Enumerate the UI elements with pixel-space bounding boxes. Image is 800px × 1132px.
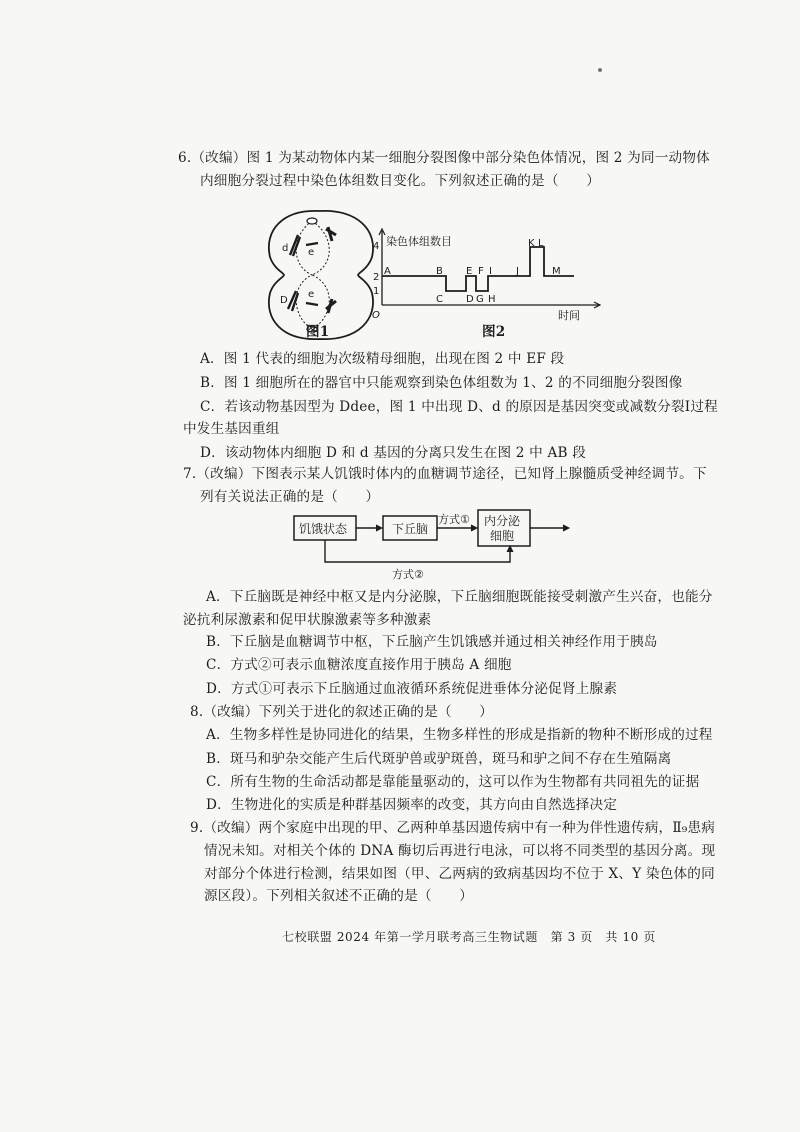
q6-option-a: A．图 1 代表的细胞为次级精母细胞，出现在图 2 中 EF 段 bbox=[200, 351, 565, 367]
q7-stem-line2: 列有关说法正确的是（ ） bbox=[200, 489, 380, 505]
q6-option-d: D．该动物体内细胞 D 和 d 基因的分离只发生在图 2 中 AB 段 bbox=[200, 445, 586, 461]
cell-membrane bbox=[269, 211, 373, 339]
label-e-bottom: e bbox=[308, 289, 315, 300]
point-J: J bbox=[516, 266, 519, 277]
origin-label: O bbox=[372, 310, 380, 321]
q8-option-d: D．生物进化的实质是种群基因频率的改变，其方向由自然选择决定 bbox=[206, 797, 618, 813]
ytick-2: 2 bbox=[373, 272, 380, 283]
box-hunger-state-label: 饥饿状态 bbox=[299, 522, 348, 536]
q6-stem-line2: 内细胞分裂过程中染色体组数目变化。下列叙述正确的是（ ） bbox=[200, 173, 601, 189]
point-M: M bbox=[552, 266, 561, 277]
figure-2-graph bbox=[370, 225, 610, 325]
arrowhead-3 bbox=[563, 525, 569, 531]
arrowhead-2 bbox=[471, 525, 477, 531]
chromosome-top-right bbox=[326, 227, 336, 241]
y-axis-label: 染色体组数目 bbox=[386, 235, 452, 248]
ytick-1: 1 bbox=[373, 286, 380, 297]
point-E: E bbox=[466, 266, 473, 277]
label-d: d bbox=[282, 243, 289, 254]
arrowhead-4 bbox=[507, 546, 513, 552]
q6-option-b: B．图 1 细胞所在的器官中只能观察到染色体组数为 1、2 的不同细胞分裂图像 bbox=[200, 375, 683, 391]
q6-option-c-line2: 中发生基因重组 bbox=[183, 421, 280, 437]
q7-option-d: D．方式①可表示下丘脑通过血液循环系统促进垂体分泌促肾上腺素 bbox=[206, 681, 618, 697]
chromosome-d bbox=[290, 235, 300, 256]
q9-line2: 情况未知。对相关个体的 DNA 酶切后再进行电泳，可以将不同类型的基因分离。现 bbox=[204, 843, 716, 859]
box-hypothalamus-label: 下丘脑 bbox=[392, 522, 429, 536]
label-D: D bbox=[280, 295, 288, 306]
q8-option-a: A．生物多样性是协同进化的结果，生物多样性的形成是指新的物种不断形成的过程 bbox=[206, 727, 713, 743]
x-axis-label: 时间 bbox=[558, 309, 580, 322]
chromosome-bottom-right bbox=[326, 299, 336, 313]
way2-label: 方式② bbox=[392, 568, 424, 581]
spindle-fiber-left bbox=[296, 221, 315, 329]
page-footer: 七校联盟 2024 年第一学月联考高三生物试题 第 3 页 共 10 页 bbox=[282, 930, 656, 944]
label-e-top: e bbox=[308, 247, 315, 258]
q7-option-a-line2: 泌抗利尿激素和促甲状腺激素等多种激素 bbox=[183, 612, 432, 628]
way1-label: 方式① bbox=[438, 513, 470, 526]
arrowhead-1 bbox=[376, 525, 382, 531]
point-C: C bbox=[436, 294, 443, 305]
point-D: D bbox=[466, 294, 474, 305]
q6-stem-line1: 6.（改编）图 1 为某动物体内某一细胞分裂图像中部分染色体情况，图 2 为同一动物体 bbox=[178, 150, 710, 166]
point-I: I bbox=[489, 266, 492, 277]
q8-option-c: C．所有生物的生命活动都是靠能量驱动的，这可以作为生物都有共同祖先的证据 bbox=[206, 774, 700, 790]
point-L: L bbox=[538, 238, 544, 249]
q7-regulation-diagram bbox=[288, 506, 588, 586]
ytick-4: 4 bbox=[373, 241, 380, 252]
point-K: K bbox=[528, 238, 535, 249]
point-F: F bbox=[478, 266, 484, 277]
q9-line4: 源区段）。下列相关叙述不正确的是（ ） bbox=[204, 888, 474, 904]
q7-option-b: B．下丘脑是血糖调节中枢，下丘脑产生饥饿感并通过相关神经作用于胰岛 bbox=[206, 634, 658, 650]
q8-option-b: B．斑马和驴杂交能产生后代斑驴兽或驴斑兽，斑马和驴之间不存在生殖隔离 bbox=[206, 751, 672, 767]
point-B: B bbox=[436, 266, 443, 277]
q7-stem-line1: 7.（改编）下图表示某人饥饿时体内的血糖调节途径，已知肾上腺髓质受神经调节。下 bbox=[183, 466, 707, 482]
point-H: H bbox=[488, 294, 496, 305]
centriole-top bbox=[307, 218, 317, 224]
arrow-way2 bbox=[325, 540, 510, 562]
q7-option-a-line1: A．下丘脑既是神经中枢又是内分泌腺，下丘脑细胞既能接受刺激产生兴奋，也能分 bbox=[206, 589, 713, 605]
q6-option-c-line1: C．若该动物基因型为 Ddee，图 1 中出现 D、d 的原因是基因突变或减数分裂Ⅰ过程 bbox=[200, 399, 718, 415]
box-endocrine-cell-label-1: 内分泌 bbox=[484, 514, 521, 528]
point-G: G bbox=[476, 294, 484, 305]
figure-2-caption: 图2 bbox=[482, 324, 506, 340]
figure-1-caption: 图1 bbox=[306, 324, 330, 340]
q9-line1: 9.（改编）两个家庭中出现的甲、乙两种单基因遗传病中有一种为伴性遗传病，Ⅱ₉患病 bbox=[190, 820, 716, 836]
box-endocrine-cell-label-2: 细胞 bbox=[490, 529, 515, 543]
chromosome-e-top bbox=[306, 243, 318, 245]
chromosome-e-bottom bbox=[306, 303, 318, 305]
chromosome-D bbox=[288, 291, 298, 311]
spindle-fiber-right bbox=[312, 221, 329, 329]
point-A: A bbox=[384, 266, 391, 277]
q9-line3: 对部分个体进行检测，结果如图（甲、乙两病的致病基因均不位于 X、Y 染色体的同 bbox=[204, 866, 715, 882]
scan-speck bbox=[598, 68, 602, 72]
q7-option-c: C．方式②可表示血糖浓度直接作用于胰岛 A 细胞 bbox=[206, 657, 512, 673]
q8-stem: 8.（改编）下列关于进化的叙述正确的是（ ） bbox=[190, 704, 494, 720]
